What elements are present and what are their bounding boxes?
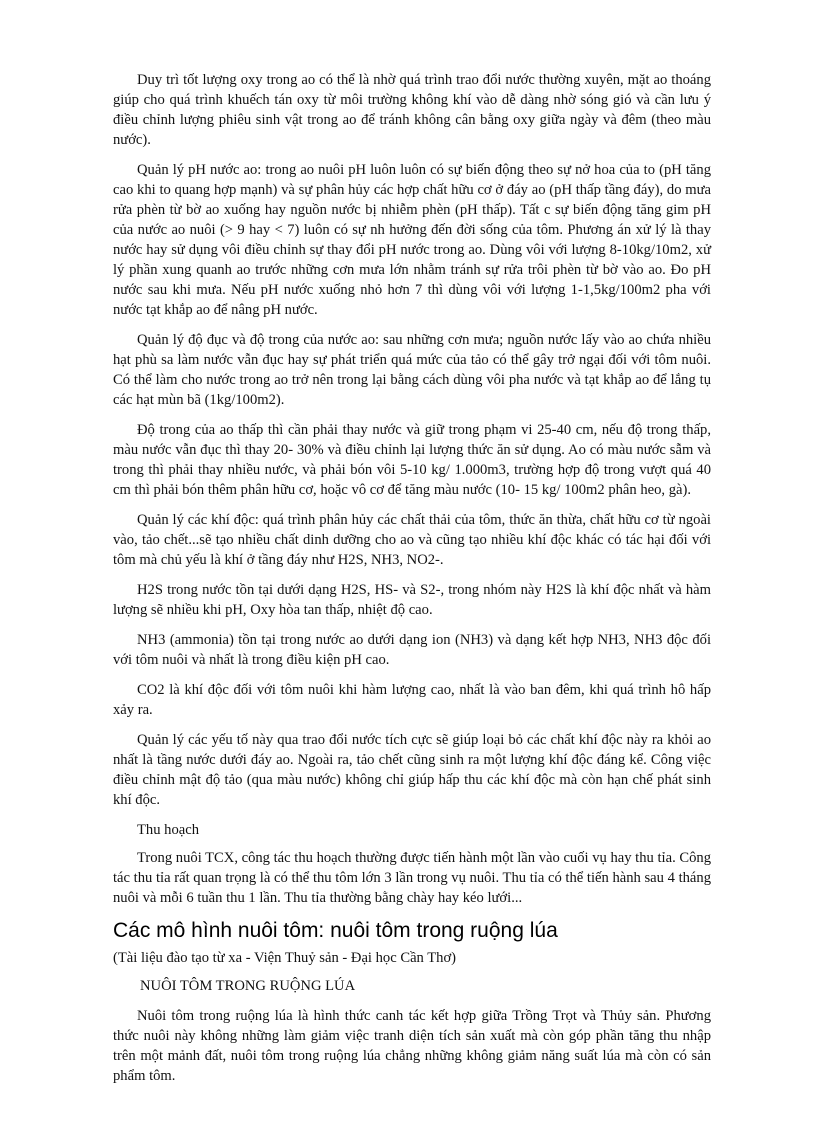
- paragraph-harvest-title: Thu hoạch: [137, 822, 200, 838]
- source-citation: (Tài liệu đào tạo từ xa - Viện Thuỷ sản - Đại học Cần Thơ): [113, 950, 457, 966]
- paragraph-oxygen: Duy trì tốt lượng oxy trong ao có thể là nhờ quá trình trao đổi nước thường xuyên, mặt ao thoáng giúp cho quá trình khuếch tán oxy từ môi trường không khí vào dễ dàng nhờ sóng gió và cần lưu ý điều chỉnh lượng phiêu sinh vật trong ao để tránh không cân bằng oxy giữa ngày và đêm (theo màu nước).: [113, 72, 711, 148]
- paragraph-rice-field: Nuôi tôm trong ruộng lúa là hình thức canh tác kết hợp giữa Trồng Trọt và Thủy sản. Phương thức nuôi này không những làm giảm việc tranh diện tích sản xuất mà còn góp phần tăng thu nhập trên một mảnh đất, nuôi tôm trong ruộng lúa chẳng những không giảm năng suất lúa mà còn có sản phẩm tôm.: [113, 1008, 711, 1084]
- paragraph-toxic-gases: Quản lý các khí độc: quá trình phân hủy các chất thải của tôm, thức ăn thừa, chất hữu cơ từ ngoài vào, tảo chết...sẽ tạo nhiều chất dinh dưỡng cho ao và cũng tạo nhiều khí độc khác có tác hại đối với tôm mà chủ yếu là khí ở tầng đáy như H2S, NH3, NO2-.: [113, 512, 711, 568]
- paragraph-transparency: Độ trong của ao thấp thì cần phải thay nước và giữ trong phạm vi 25-40 cm, nếu độ trong thấp, màu nước vẫn đục thì thay 20- 30% và điều chỉnh lại lượng thức ăn sử dụng. Ao có màu nước sẫm và trong thì phải thay nhiều nước, và phải bón vôi 5-10 kg/ 1.000m3, trường hợp độ trong vượt quá 40 cm thì phải bón thêm phân hữu cơ, hoặc vô cơ để tăng màu nước (10- 15 kg/ 100m2 phân heo, gà).: [113, 422, 711, 498]
- section-subheading: NUÔI TÔM TRONG RUỘNG LÚA: [140, 978, 356, 994]
- section-heading: Các mô hình nuôi tôm: nuôi tôm trong ruộng lúa: [113, 919, 558, 942]
- paragraph-turbidity: Quản lý độ đục và độ trong của nước ao: sau những cơn mưa; nguồn nước lấy vào ao chứa nhiều hạt phù sa làm nước vẫn đục hay sự phát triển quá mức của tảo có thể gây trở ngại đối với tôm nuôi. Có thể làm cho nước trong ao trở nên trong lại bằng cách dùng vôi pha nước và tạt khắp ao để lắng tụ các hạt mùn bã (1kg/100m2).: [113, 332, 711, 408]
- paragraph-h2s: H2S trong nước tồn tại dưới dạng H2S, HS- và S2-, trong nhóm này H2S là khí độc nhất và hàm lượng sẽ nhiều khi pH, Oxy hòa tan thấp, nhiệt độ cao.: [113, 582, 711, 618]
- paragraph-co2: CO2 là khí độc đối với tôm nuôi khi hàm lượng cao, nhất là vào ban đêm, khi quá trình hô hấp xảy ra.: [113, 682, 711, 718]
- paragraph-harvest: Trong nuôi TCX, công tác thu hoạch thường được tiến hành một lần vào cuối vụ hay thu tỉa. Công tác thu tỉa rất quan trọng là có thể thu tôm lớn 3 lần trong vụ nuôi. Thu tỉa có thể tiến hành sau 4 tháng nuôi và mỗi 6 tuần thu 1 lần. Thu tỉa thường bằng chày hay kéo lưới...: [113, 850, 711, 906]
- paragraph-nh3: NH3 (ammonia) tồn tại trong nước ao dưới dạng ion (NH3) và dạng kết hợp NH3, NH3 độc đối với tôm nuôi và nhất là trong điều kiện pH cao.: [113, 632, 711, 668]
- paragraph-ph-management: Quản lý pH nước ao: trong ao nuôi pH luôn luôn có sự biến động theo sự nở hoa của to (pH tăng cao khi to quang hợp mạnh) và sự phân hủy các hợp chất hữu cơ ở đáy ao (pH thấp tầng đáy), do mưa rửa phèn từ bờ ao xuống hay nguồn nước bị nhiễm phèn (pH thấp). Tất c sự biến động tăng gim pH của nước ao nuôi (> 9 hay < 7) luôn có sự nh hưởng đến đời sống của tôm. Phương án xử lý là thay nước hay sử dụng vôi điều chỉnh sự thay đổi pH nước trong ao. Dùng vôi với lượng 8-10kg/10m2, xử lý phần xung quanh ao trước những cơn mưa lớn nhằm tránh sự rửa trôi phèn từ bờ vào ao. Đo pH nước sau khi mưa. Nếu pH nước xuống nhỏ hơn 7 thì dùng vôi với lượng 1-1,5kg/100m2 pha với nước tạt khắp ao để nâng pH nước.: [113, 162, 711, 318]
- document-page: [113, 70, 711, 1096]
- paragraph-gas-management: Quản lý các yếu tố này qua trao đổi nước tích cực sẽ giúp loại bỏ các chất khí độc này ra khỏi ao nhất là tầng nước dưới đáy ao. Ngoài ra, tảo chết cũng sinh ra một lượng khí độc đáng kể. Công việc điều chỉnh mật độ tảo (qua màu nước) không chỉ giúp hấp thu các khí độc mà còn hạn chế phát sinh khí độc.: [113, 732, 711, 808]
